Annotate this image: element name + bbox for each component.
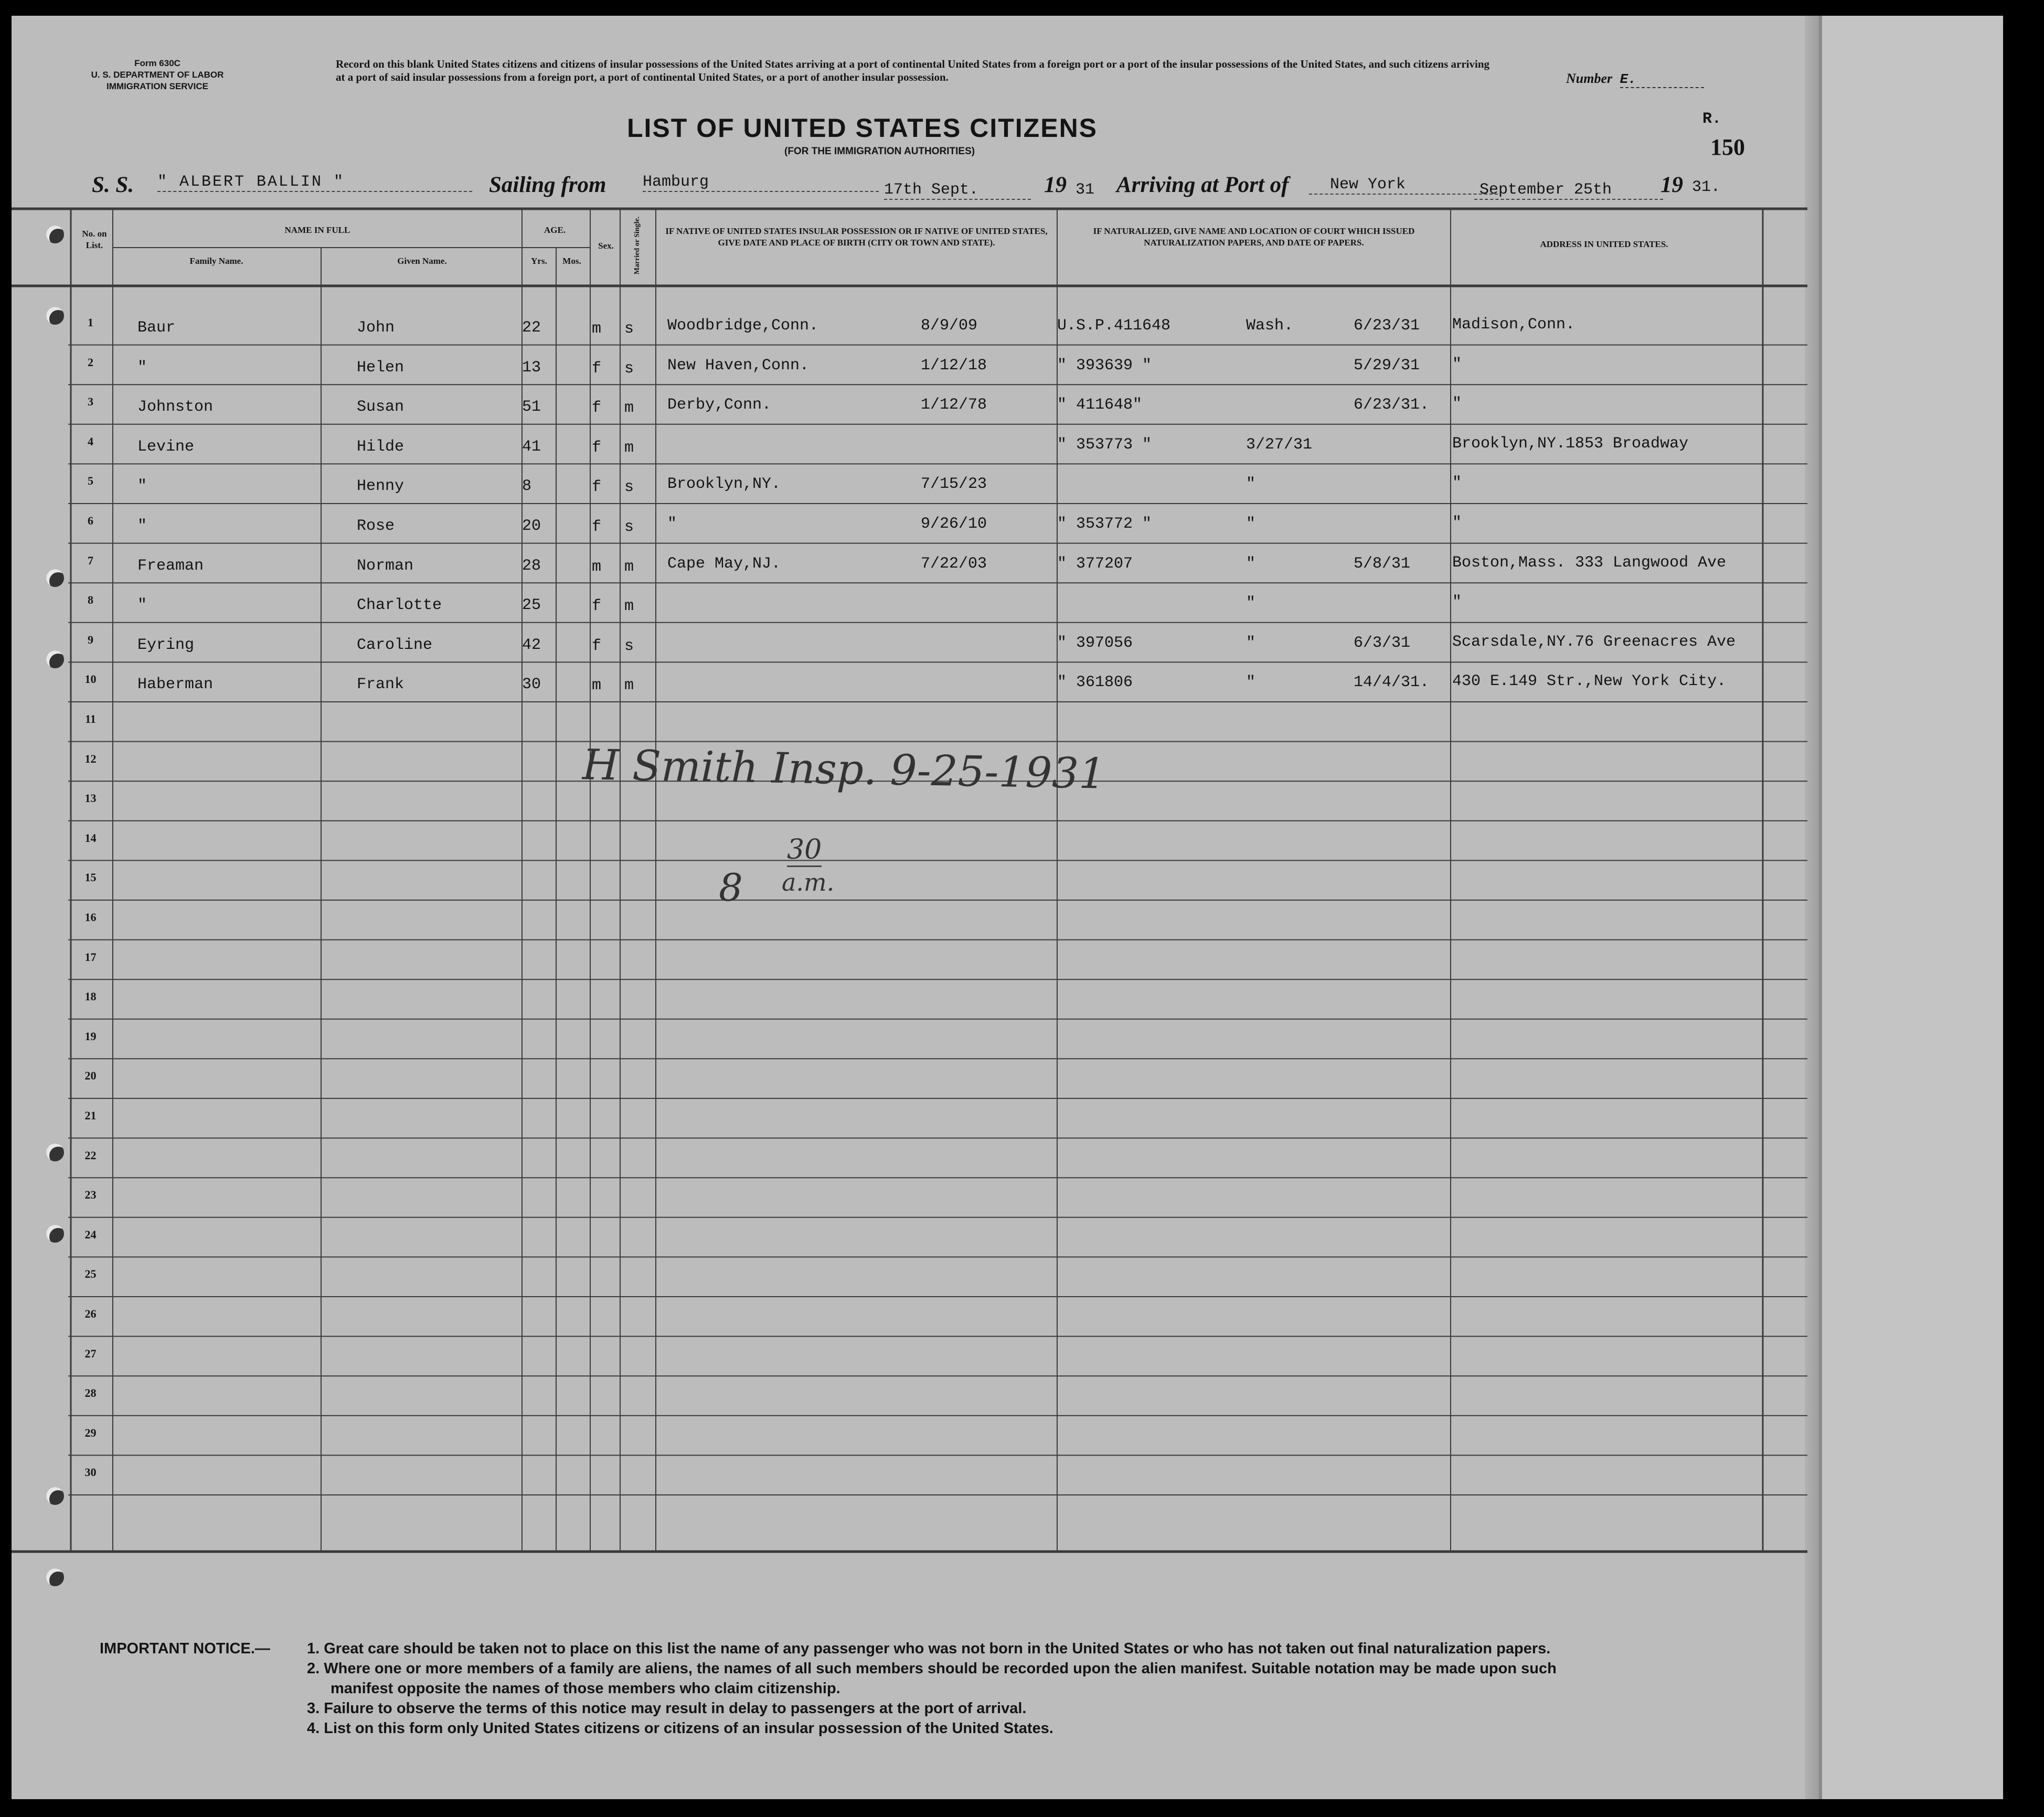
ss-label: S. S. bbox=[92, 173, 134, 197]
arrival-date: September 25th bbox=[1474, 181, 1663, 200]
sex: f bbox=[592, 359, 602, 378]
naturalization-date: 14/4/31. bbox=[1354, 674, 1430, 692]
age-years: 51 bbox=[522, 398, 541, 416]
naturalization-date: 5/8/31 bbox=[1354, 554, 1411, 573]
page-subtitle: (FOR THE IMMIGRATION AUTHORITIES) bbox=[784, 146, 975, 157]
arrival-port: New York bbox=[1309, 176, 1498, 195]
birth-date: 9/26/10 bbox=[921, 515, 987, 533]
us-address: 430 E.149 Str.,New York City. bbox=[1452, 672, 1727, 691]
inspection-time-hour: 8 bbox=[719, 865, 743, 910]
row-number: 15 bbox=[84, 871, 97, 884]
row-number: 6 bbox=[88, 514, 93, 527]
inspection-time-ampm: a.m. bbox=[782, 868, 835, 896]
birth-place: " bbox=[667, 515, 677, 533]
row-number: 23 bbox=[84, 1188, 97, 1202]
given-name: Henny bbox=[357, 477, 404, 496]
row-number: 12 bbox=[84, 752, 97, 765]
sex: f bbox=[592, 597, 602, 616]
arrival-year-prefix: 19 bbox=[1660, 173, 1683, 197]
given-name: Susan bbox=[357, 398, 404, 416]
header-married-single: Married or Single. bbox=[633, 216, 641, 275]
header-mos: Mos. bbox=[562, 256, 581, 266]
birth-place: Derby,Conn. bbox=[667, 396, 772, 414]
binder-hole bbox=[46, 1568, 64, 1586]
number-label: Number bbox=[1566, 71, 1613, 86]
notice-item-4: 4. List on this form only United States citizens or citizens of an insular possession of the United States. bbox=[307, 1720, 1053, 1737]
binder-hole bbox=[46, 226, 64, 243]
row-number: 29 bbox=[84, 1426, 97, 1439]
naturalization-court: " bbox=[1246, 634, 1256, 652]
birth-date: 7/22/03 bbox=[921, 554, 987, 573]
birth-date: 1/12/78 bbox=[921, 396, 987, 414]
number-value: E. bbox=[1620, 71, 1704, 88]
given-name: Helen bbox=[357, 358, 404, 377]
marital-status: s bbox=[624, 320, 634, 338]
notice-item-1: 1. Great care should be taken not to place on this list the name of any passenger who was not born in the United States or who has not taken out final naturalization papers. bbox=[307, 1640, 1551, 1657]
naturalization-paper: " 411648" bbox=[1057, 396, 1143, 414]
notice-item-3: 3. Failure to observe the terms of this notice may result in delay to passengers at the port of arrival. bbox=[307, 1700, 1027, 1717]
family-name: " bbox=[137, 596, 147, 615]
family-name: Haberman bbox=[137, 676, 214, 694]
row-number: 20 bbox=[84, 1069, 97, 1083]
row-number: 11 bbox=[85, 712, 96, 725]
row-number: 4 bbox=[88, 434, 93, 448]
row-number: 2 bbox=[88, 355, 93, 369]
age-years: 20 bbox=[522, 517, 541, 535]
sex: f bbox=[592, 518, 602, 536]
us-address: " bbox=[1452, 474, 1462, 493]
sex: f bbox=[592, 439, 602, 457]
row-number: 17 bbox=[84, 950, 97, 964]
naturalization-date: 6/23/31 bbox=[1354, 317, 1420, 335]
marital-status: m bbox=[624, 558, 634, 576]
naturalization-date: 6/23/31. bbox=[1354, 396, 1430, 414]
marital-status: m bbox=[624, 597, 634, 616]
row-number: 14 bbox=[84, 831, 97, 845]
naturalization-court: " bbox=[1246, 674, 1256, 692]
us-address: Madison,Conn. bbox=[1452, 316, 1575, 334]
marital-status: s bbox=[624, 478, 634, 497]
given-name: John bbox=[357, 319, 395, 337]
sailing-port: Hamburg bbox=[643, 173, 879, 192]
row-number: 25 bbox=[84, 1267, 97, 1281]
sailing-year: 31 bbox=[1076, 181, 1095, 199]
row-number: 10 bbox=[84, 672, 97, 686]
row-number: 30 bbox=[84, 1466, 97, 1479]
birth-place: Brooklyn,NY. bbox=[667, 475, 781, 494]
age-years: 8 bbox=[522, 477, 532, 496]
sailing-date: 17th Sept. bbox=[884, 181, 1031, 200]
form-number: Form 630C bbox=[134, 58, 180, 68]
header-name-in-full: NAME IN FULL bbox=[284, 225, 350, 235]
naturalization-paper: " 361806 bbox=[1057, 674, 1133, 692]
family-name: Freaman bbox=[137, 557, 204, 575]
department-name: U. S. DEPARTMENT OF LABOR bbox=[91, 70, 224, 80]
binder-hole bbox=[46, 650, 64, 668]
us-address: " bbox=[1452, 593, 1462, 612]
age-years: 41 bbox=[522, 437, 541, 456]
naturalization-date: 5/29/31 bbox=[1354, 356, 1420, 375]
family-name: Eyring bbox=[137, 636, 195, 654]
given-name: Rose bbox=[357, 517, 395, 535]
header-sex: Sex. bbox=[598, 241, 614, 251]
notice-item-2: 2. Where one or more members of a family are aliens, the names of all such members should be recorded upon the alien manifest. Suitable notation may be made upon such bbox=[307, 1660, 1557, 1677]
naturalization-date: 6/3/31 bbox=[1354, 634, 1411, 652]
r-value: 150 bbox=[1710, 134, 1745, 160]
naturalization-court: " bbox=[1246, 515, 1256, 533]
row-number: 8 bbox=[88, 593, 93, 607]
given-name: Frank bbox=[357, 676, 404, 694]
family-name: " bbox=[137, 358, 147, 377]
service-name: IMMIGRATION SERVICE bbox=[107, 81, 208, 91]
marital-status: s bbox=[624, 359, 634, 378]
marital-status: s bbox=[624, 518, 634, 536]
age-years: 30 bbox=[522, 676, 541, 694]
naturalization-paper: " 353773 " bbox=[1057, 435, 1152, 454]
header-birth: IF NATIVE OF UNITED STATES INSULAR POSSESSION OR IF NATIVE OF UNITED STATES, GIVE DATE AND PLACE OF BIRTH (CITY OR TOWN AND STATE). bbox=[665, 226, 1048, 248]
row-number: 26 bbox=[84, 1307, 97, 1320]
binder-hole bbox=[46, 307, 64, 325]
inspector-signature: H Smith Insp. 9-25-1931 bbox=[582, 740, 1106, 798]
us-address: " bbox=[1452, 355, 1462, 373]
family-name: Baur bbox=[137, 319, 176, 337]
sex: f bbox=[592, 478, 602, 497]
naturalization-court: Wash. bbox=[1246, 317, 1294, 335]
family-name: " bbox=[137, 517, 147, 535]
row-number: 24 bbox=[84, 1227, 97, 1241]
naturalization-paper: " 397056 bbox=[1057, 634, 1133, 652]
notice-label: IMPORTANT NOTICE.— bbox=[100, 1640, 270, 1657]
birth-date: 1/12/18 bbox=[921, 356, 987, 375]
row-number: 21 bbox=[84, 1109, 97, 1122]
age-years: 22 bbox=[522, 319, 541, 337]
inspection-time-minutes: 30 bbox=[787, 834, 822, 867]
row-number: 3 bbox=[88, 395, 93, 409]
ship-name: " ALBERT BALLIN " bbox=[157, 173, 472, 192]
birth-date: 8/9/09 bbox=[921, 317, 978, 335]
family-name: Johnston bbox=[137, 398, 214, 416]
age-years: 25 bbox=[522, 596, 541, 615]
us-address: Boston,Mass. 333 Langwood Ave bbox=[1452, 553, 1727, 572]
number-field bbox=[1566, 71, 1704, 88]
naturalization-court: 3/27/31 bbox=[1246, 435, 1313, 454]
row-number: 9 bbox=[88, 633, 93, 646]
naturalization-paper: " 393639 " bbox=[1057, 356, 1152, 375]
row-number: 5 bbox=[88, 474, 93, 488]
header-family-name: Family Name. bbox=[189, 256, 243, 266]
row-number: 28 bbox=[84, 1386, 97, 1400]
sex: f bbox=[592, 399, 602, 418]
given-name: Charlotte bbox=[357, 596, 442, 615]
marital-status: m bbox=[624, 399, 634, 418]
naturalization-paper: " 377207 bbox=[1057, 554, 1133, 573]
us-address: Brooklyn,NY.1853 Broadway bbox=[1452, 434, 1689, 453]
marital-status: m bbox=[624, 439, 634, 457]
birth-date: 7/15/23 bbox=[921, 475, 987, 494]
sailing-label: Sailing from bbox=[489, 173, 606, 197]
record-instructions: Record on this blank United States citizens and citizens of insular possessions of the United States arriving at a port of continental United States from a foreign port or a port of the insular possessions of the United States, and such citizens arriving at a port of said insular possessions from a foreign port, a port of continental United States, or a port of another insular possession. bbox=[336, 58, 1490, 83]
sex: f bbox=[592, 637, 602, 655]
sex: m bbox=[592, 677, 602, 695]
r-label: R. bbox=[1702, 110, 1722, 128]
row-number: 7 bbox=[88, 553, 93, 567]
given-name: Hilde bbox=[357, 437, 404, 456]
naturalization-court: " bbox=[1246, 554, 1256, 573]
binder-hole bbox=[46, 1143, 64, 1161]
naturalization-paper: U.S.P.411648 bbox=[1057, 317, 1171, 335]
naturalization-court: " bbox=[1246, 594, 1256, 613]
age-years: 42 bbox=[522, 636, 541, 654]
birth-place: New Haven,Conn. bbox=[667, 356, 810, 375]
row-number: 22 bbox=[84, 1148, 97, 1162]
header-age: AGE. bbox=[544, 225, 566, 235]
binder-hole bbox=[46, 569, 64, 587]
us-address: Scarsdale,NY.76 Greenacres Ave bbox=[1452, 633, 1736, 651]
page-title: LIST OF UNITED STATES CITIZENS bbox=[627, 113, 1098, 143]
given-name: Caroline bbox=[357, 636, 433, 654]
header-no: No. on List. bbox=[82, 229, 107, 250]
given-name: Norman bbox=[357, 557, 414, 575]
us-address: " bbox=[1452, 514, 1462, 532]
row-number: 1 bbox=[88, 316, 93, 329]
marital-status: m bbox=[624, 677, 634, 695]
row-number: 13 bbox=[84, 792, 97, 805]
form-identification bbox=[63, 58, 252, 92]
sex: m bbox=[592, 320, 602, 338]
sailing-year-prefix: 19 bbox=[1044, 173, 1067, 197]
binder-hole bbox=[46, 1487, 64, 1505]
header-naturalized: IF NATURALIZED, GIVE NAME AND LOCATION OF COURT WHICH ISSUED NATURALIZATION PAPERS, AND DATE OF PAPERS. bbox=[1093, 226, 1415, 248]
family-name: Levine bbox=[137, 437, 195, 456]
age-years: 28 bbox=[522, 557, 541, 575]
arriving-label: Arriving at Port of bbox=[1116, 173, 1289, 197]
naturalization-paper: " 353772 " bbox=[1057, 515, 1152, 533]
row-number: 19 bbox=[84, 1029, 97, 1043]
arrival-year: 31. bbox=[1692, 178, 1721, 196]
header-given-name: Given Name. bbox=[397, 256, 447, 266]
age-years: 13 bbox=[522, 358, 541, 377]
us-address: " bbox=[1452, 395, 1462, 413]
birth-place: Woodbridge,Conn. bbox=[667, 317, 819, 335]
row-number: 16 bbox=[84, 911, 97, 924]
row-number: 27 bbox=[84, 1346, 97, 1360]
row-number: 18 bbox=[84, 990, 97, 1003]
header-address: ADDRESS IN UNITED STATES. bbox=[1540, 239, 1668, 249]
notice-item-2-cont: manifest opposite the names of those members who claim citizenship. bbox=[331, 1680, 840, 1697]
binder-hole bbox=[46, 1225, 64, 1243]
naturalization-court: " bbox=[1246, 475, 1256, 494]
marital-status: s bbox=[624, 637, 634, 655]
header-yrs: Yrs. bbox=[531, 256, 547, 266]
family-name: " bbox=[137, 477, 147, 496]
birth-place: Cape May,NJ. bbox=[667, 554, 781, 573]
sex: m bbox=[592, 558, 602, 576]
